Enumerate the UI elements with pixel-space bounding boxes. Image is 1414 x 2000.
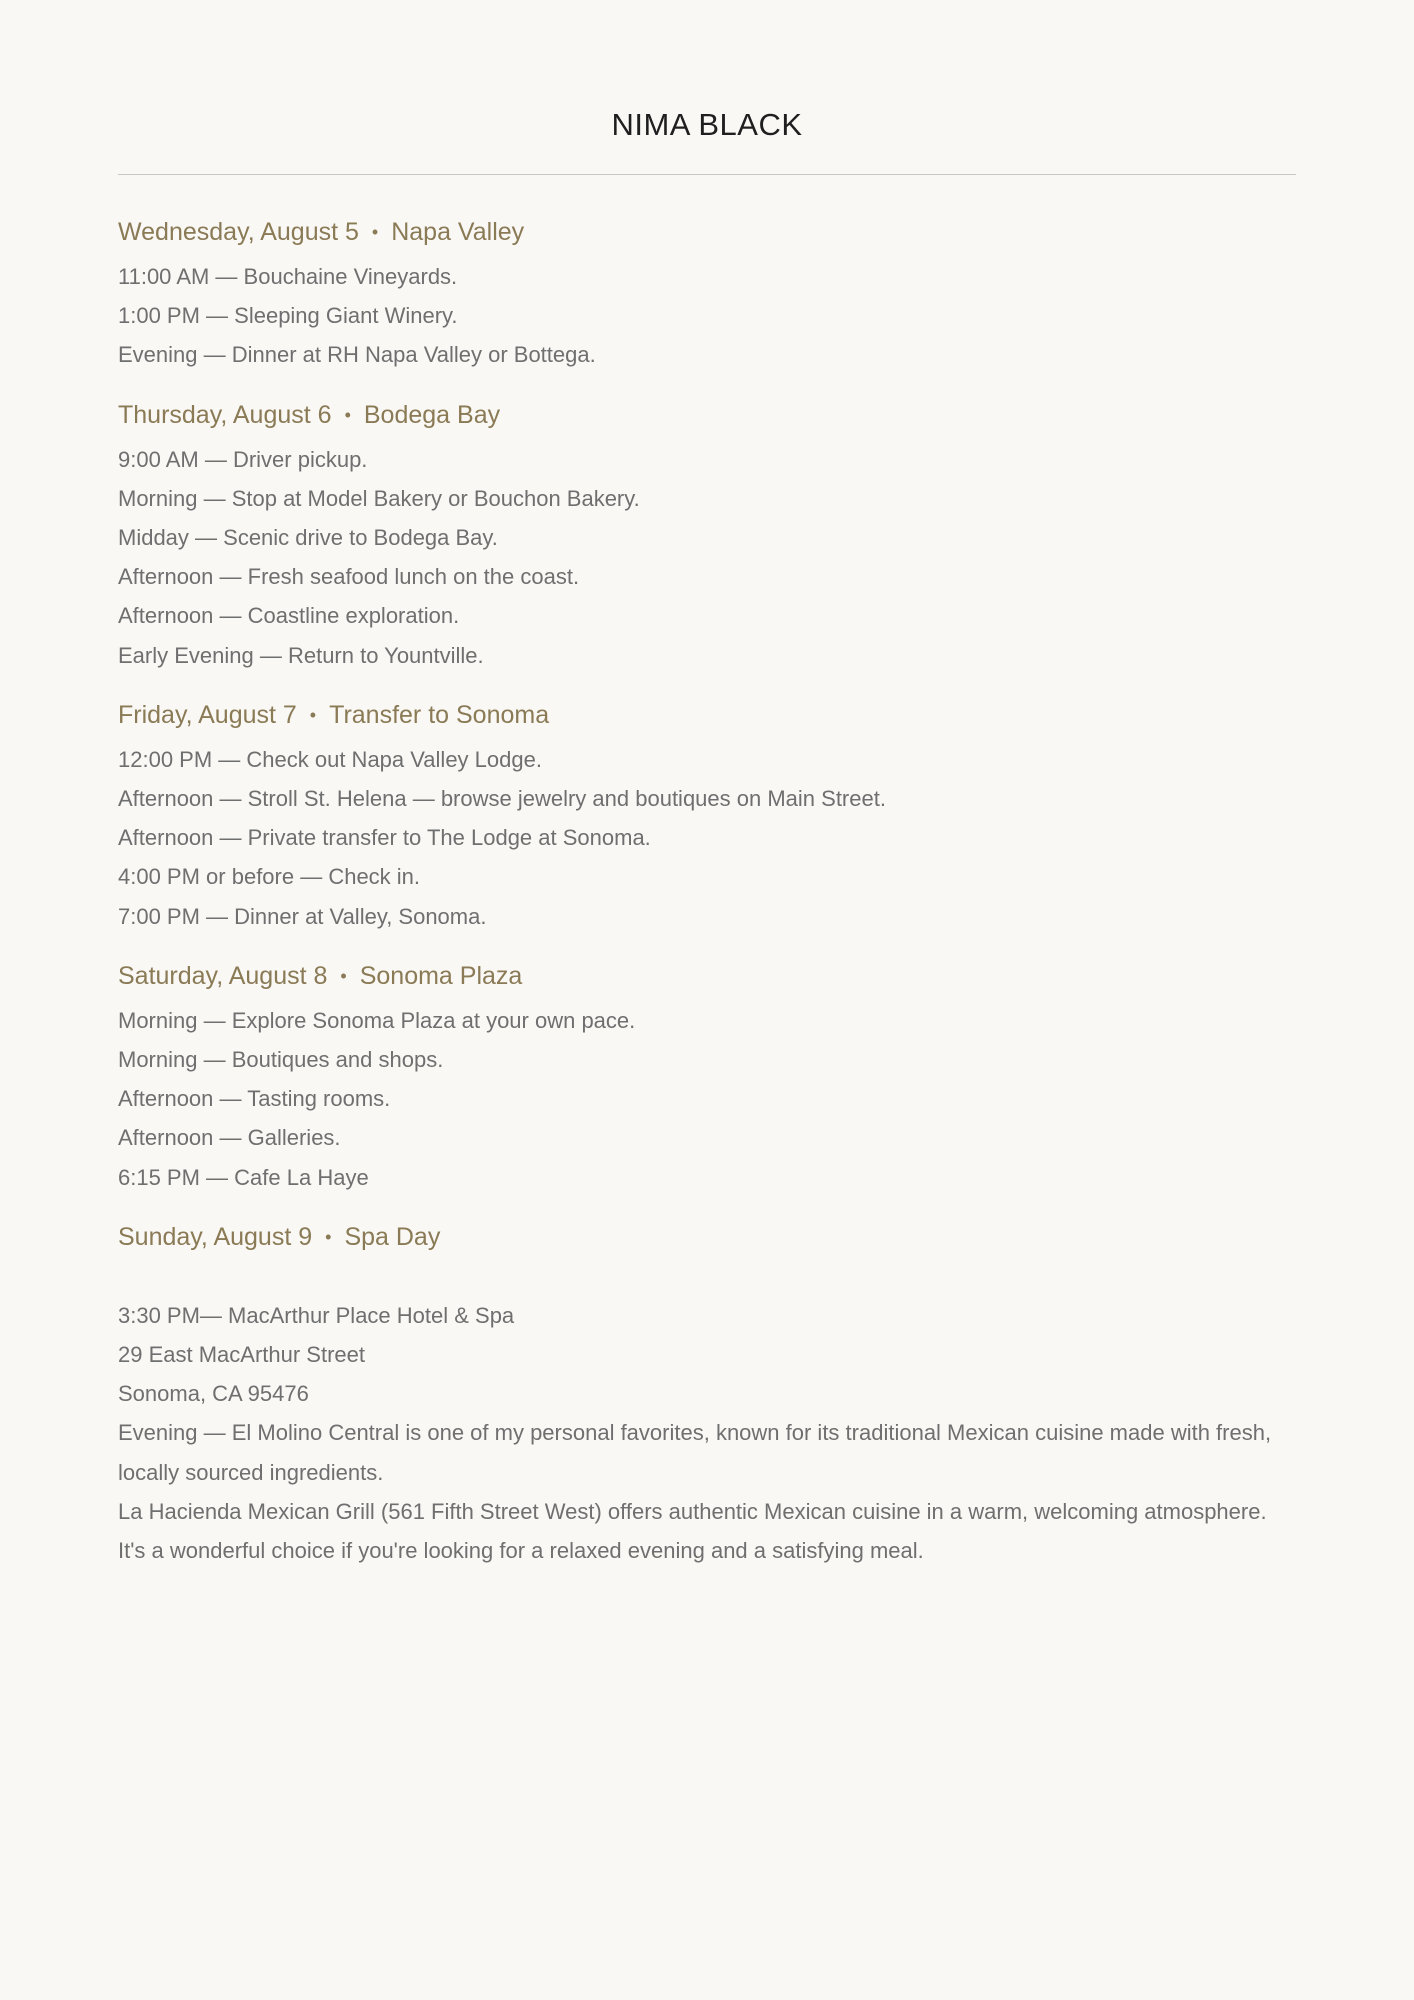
day-heading <box>118 1220 1296 1256</box>
day-section-thursday <box>118 398 1296 675</box>
itinerary-item: Afternoon — Coastline exploration. <box>118 603 460 629</box>
day-heading <box>118 215 1296 251</box>
page-title: NIMA BLACK <box>611 107 803 142</box>
itinerary-item: 1:00 PM — Sleeping Giant Winery. <box>118 303 458 329</box>
itinerary-list <box>118 215 1296 1570</box>
itinerary-item: 12:00 PM — Check out Napa Valley Lodge. <box>118 746 542 772</box>
address-line: Sonoma, CA 95476 <box>118 1381 309 1407</box>
page-header <box>118 0 1296 175</box>
itinerary-item: 11:00 AM — Bouchaine Vineyards. <box>118 264 458 289</box>
itinerary-item: Early Evening — Return to Yountville. <box>118 642 484 668</box>
itinerary-item: Morning — Boutiques and shops. <box>118 1047 444 1073</box>
day-heading <box>118 959 1296 995</box>
address-line: 29 East MacArthur Street <box>118 1342 365 1368</box>
itinerary-item: Morning — Stop at Model Bakery or Bouchon Bakery. <box>118 485 640 511</box>
day-date: Saturday, August 8 <box>118 961 328 990</box>
day-location: Napa Valley <box>391 218 525 246</box>
day-heading <box>118 698 1296 734</box>
itinerary-item: Afternoon — Tasting rooms. <box>118 1086 391 1112</box>
bullet-separator: • <box>344 404 351 425</box>
itinerary-item: 7:00 PM — Dinner at Valley, Sonoma. <box>118 903 487 929</box>
day-section-friday <box>118 698 1296 936</box>
itinerary-item: 4:00 PM or before — Check in. <box>118 864 421 890</box>
itinerary-item: Morning — Explore Sonoma Plaza at your own pace. <box>118 1007 636 1033</box>
itinerary-item: Afternoon — Galleries. <box>118 1125 341 1151</box>
itinerary-item: 9:00 AM — Driver pickup. <box>118 446 368 472</box>
day-date: Wednesday, August 5 <box>118 218 359 246</box>
bullet-separator: • <box>340 965 347 986</box>
day-location: Bodega Bay <box>363 400 501 429</box>
day-section-sunday <box>118 1220 1296 1570</box>
itinerary-item: Afternoon — Stroll St. Helena — browse jewelry and boutiques on Main Street. <box>118 786 886 812</box>
bullet-separator: • <box>325 1226 332 1247</box>
itinerary-item: Midday — Scenic drive to Bodega Bay. <box>118 525 498 551</box>
day-section-saturday <box>118 959 1296 1197</box>
day-location: Spa Day <box>344 1222 441 1251</box>
day-location: Transfer to Sonoma <box>329 700 550 729</box>
day-date: Friday, August 7 <box>118 700 297 729</box>
header-divider <box>118 174 1296 175</box>
restaurant-note: La Hacienda Mexican Grill (561 Fifth Street West) offers authentic Mexican cuisine in a warm, welcoming atmosphere. It's a wonderful choice if you're looking for a relaxed evening and a satisfying meal. <box>118 1498 1267 1564</box>
day-section-wednesday <box>118 215 1296 375</box>
itinerary-item: Afternoon — Fresh seafood lunch on the coast. <box>118 564 580 590</box>
itinerary-item: Evening — Dinner at RH Napa Valley or Bottega. <box>118 342 596 368</box>
bullet-separator: • <box>371 222 379 242</box>
day-heading <box>118 398 1296 434</box>
itinerary-item: Afternoon — Private transfer to The Lodge at Sonoma. <box>118 825 651 851</box>
itinerary-item: 6:15 PM — Cafe La Haye <box>118 1164 369 1190</box>
itinerary-item: 3:30 PM— MacArthur Place Hotel & Spa <box>118 1302 515 1328</box>
day-date: Sunday, August 9 <box>118 1222 313 1251</box>
day-location: Sonoma Plaza <box>359 961 523 990</box>
bullet-separator: • <box>309 704 317 725</box>
restaurant-note: Evening — El Molino Central is one of my personal favorites, known for its traditional Mexican cuisine made with fresh, locally sourced ingredients. <box>118 1420 1272 1485</box>
day-date: Thursday, August 6 <box>118 400 332 429</box>
